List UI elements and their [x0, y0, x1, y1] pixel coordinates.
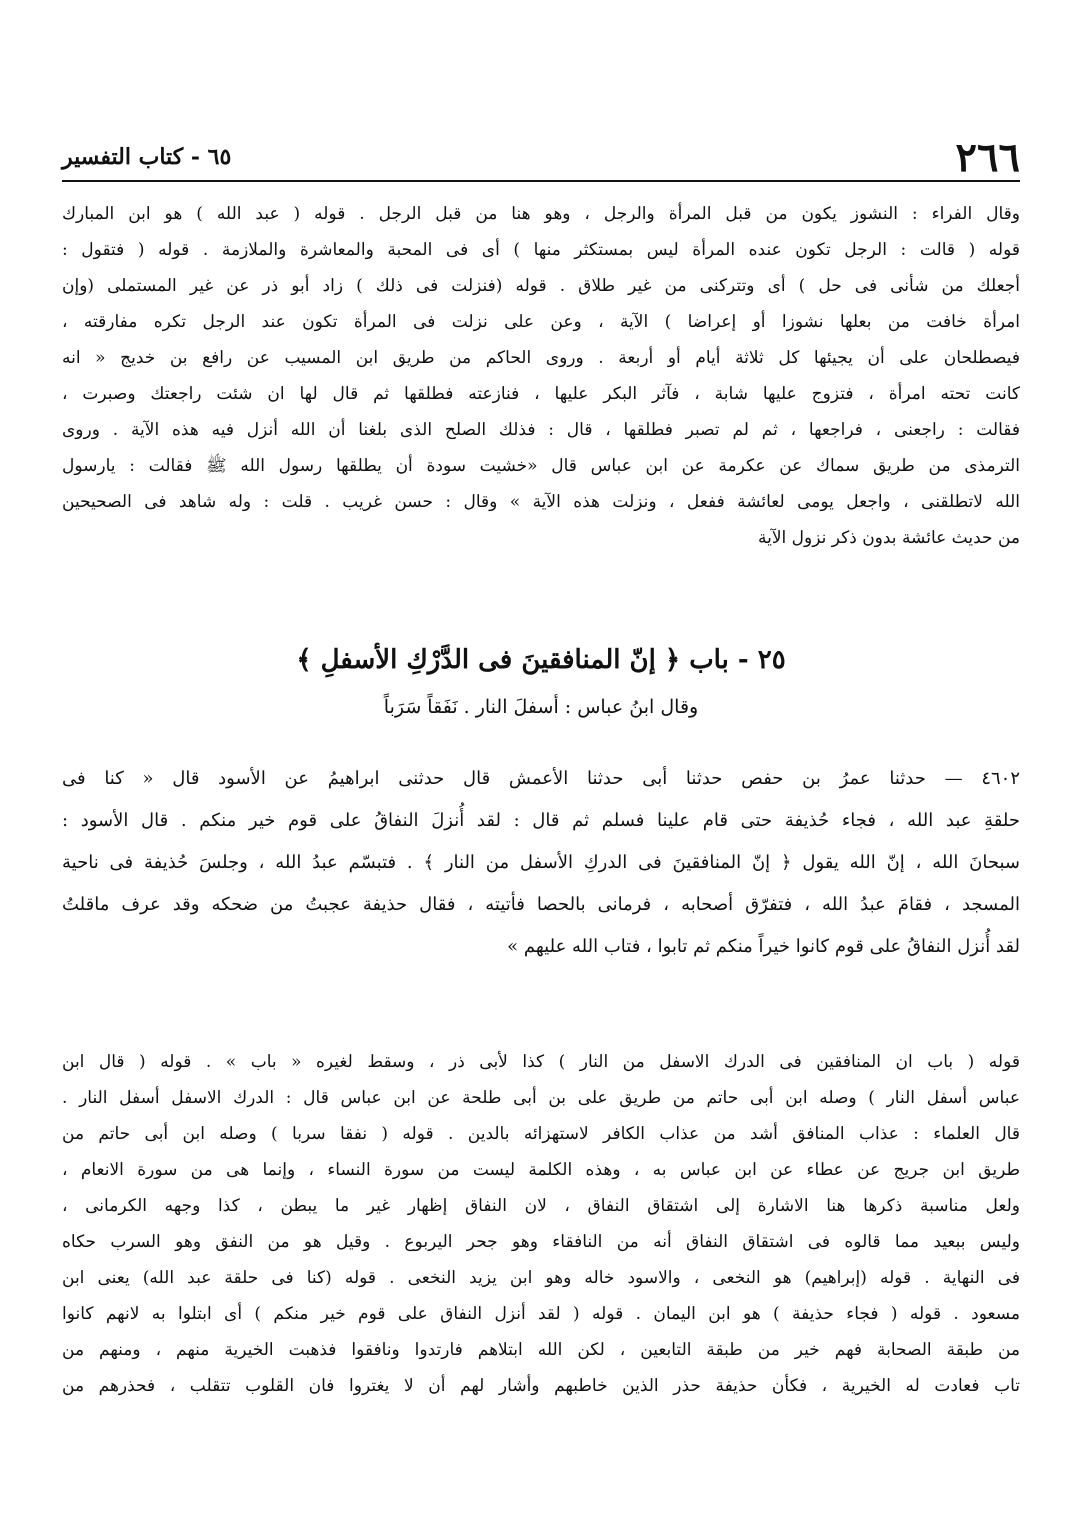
text-line: وقال الفراء : النشوز يكون من قبل المرأة والرجل ، وهو هنا من قبل الرجل . قوله ( عبد الله ) هو ابن المبارك — [62, 204, 1020, 224]
text-line: فقالت : راجعنى ، فراجعها ، ثم لم تصبر فطلقها ، قال : فذلك الصلح الذى بلغنا أن الله أنزل فيه هذه الآية . وروى — [62, 420, 1020, 440]
text-line: امرأة خافت من بعلها نشوزا أو إعراضا ) الآية ، وعن على نزلت فى المرأة تكون عند الرجل تكره مفارقته ، — [62, 312, 1020, 332]
text-line: قوله ( باب ان المنافقين فى الدرك الاسفل من النار ) كذا لأبى ذر ، وسقط لغيره « باب » . قوله ( قال ابن — [62, 1052, 1020, 1072]
text-line: ٤٦٠٢ — حدثنا عمرُ بن حفص حدثنا أبى حدثنا الأعمش قال حدثنى ابراهيمُ عن الأسود قال « كنا فى — [62, 768, 1020, 789]
text-line: فى النهاية . قوله (إبراهيم) هو النخعى ، والاسود خاله وهو ابن يزيد النخعى . قوله (كنا فى حلقة عبد الله) يعنى ابن — [62, 1268, 1020, 1288]
text-line: الترمذى من طريق سماك عن عكرمة عن ابن عباس قال «خشيت سودة أن يطلقها رسول الله ﷺ فقالت : يارسول — [62, 456, 1020, 476]
text-line: المسجد ، فقامَ عبدُ الله ، فتفرّق أصحابه ، فرمانى بالحصا فأتيته ، فقال حذيفة عجبتُ من ضحكه وقد عرف ماقلتُ — [62, 894, 1020, 915]
text-line: من طبقة الصحابة فهم خير من طبقة التابعين ، لكن الله ابتلاهم فارتدوا ونافقوا فذهبت الخيرية منهم ، ومنهم من — [62, 1340, 1020, 1360]
running-title: ٦٥ - كتاب التفسير — [62, 144, 232, 170]
chapter-heading: ٢٥ - باب ﴿ إنّ المنافقينَ فى الدَّرْكِ الأسفلِ ﴾ — [296, 645, 786, 675]
text-line: تاب فعادت له الخيرية ، فكأن حذيفة حذر الذين خاطبهم وأشار لهم أن لا يغتروا فان القلوب تتقلب ، فحذرهم من — [62, 1376, 1020, 1396]
text-line: كانت تحته امرأة ، فتزوج عليها شابة ، فآثر البكر عليها ، فنازعته فطلقها ثم قال لها ان شئت راجعتك وصبرت ، — [62, 384, 1020, 404]
text-line: من حديث عائشة بدون ذكر نزول الآية — [758, 528, 1020, 548]
page-header — [62, 136, 1020, 180]
chapter-subheading: وقال ابنُ عباس : أسفلَ النار . نَفَقاً سَرَباً — [383, 696, 699, 718]
text-line: وليس ببعيد مما قالوه فى اشتقاق النفاق أنه من النافقاء وهو جحر اليربوع . وقيل هو من النفق وهو السرب حكاه — [62, 1232, 1020, 1252]
text-line: مسعود . قوله ( فجاء حذيفة ) هو ابن اليمان . قوله ( لقد أنزل النفاق على قوم خير منكم ) أى ابتلوا به لانهم كانوا — [62, 1304, 1020, 1324]
text-line: حلقةِ عبد الله ، فجاء حُذيفة حتى قام علينا فسلم ثم قال : لقد أُنزلَ النفاقُ على قوم خير منكم . قال الأسود : — [62, 810, 1020, 831]
text-line: فيصطلحان على أن يجيئها كل ثلاثة أيام أو أربعة . وروى الحاكم من طريق ابن المسيب عن رافع بن خديج « انه — [62, 348, 1020, 368]
page-number: ٢٦٦ — [955, 134, 1020, 181]
text-line: قال العلماء : عذاب المنافق أشد من عذاب الكافر لاستهزائه بالدين . قوله ( نفقا سربا ) وصله ابن أبى حاتم من — [62, 1124, 1020, 1144]
text-line: ولعل مناسبة ذكرها هنا الاشارة إلى اشتقاق النفاق ، لان النفاق إظهار غير ما يبطن ، كذا وجهه الكرمانى ، — [62, 1196, 1020, 1216]
text-line: قوله ( قالت : الرجل تكون عنده المرأة ليس بمستكثر منها ) أى فى المحبة والمعاشرة والملازمة . قوله ( فتقول : — [62, 240, 1020, 260]
text-line: طريق ابن جريج عن عطاء عن ابن عباس به ، وهذه الكلمة ليست من سورة النساء ، وإنما هى من سورة الانعام ، — [62, 1160, 1020, 1180]
text-line: الله لاتطلقنى ، واجعل يومى لعائشة ففعل ، ونزلت هذه الآية » وقال : حسن غريب . قلت : وله شاهد فى الصحيحين — [62, 492, 1020, 512]
header-rule — [62, 180, 1020, 182]
hadith-text — [62, 758, 1020, 968]
text-line: لقد أُنزل النفاقُ على قوم كانوا خيراً منكم ثم تابوا ، فتاب الله عليهم » — [507, 936, 1020, 957]
commentary-bottom — [62, 1044, 1020, 1404]
text-line: سبحانَ الله ، إنّ الله يقول ﴿ إنّ المنافقينَ فى الدركِ الأسفل من النار ﴾ . فتبسّم عبدُ الله ، وجلسَ حُذيفة فى ناحية — [62, 852, 1020, 873]
text-line: عباس أسفل النار ) وصله ابن أبى حاتم من طريق على بن أبى طلحة عن ابن عباس قال : الدرك الاسفل أسفل النار . — [62, 1088, 1020, 1108]
text-line: أجعلك من شأنى فى حل ) أى وتتركنى من غير طلاق . قوله (فنزلت فى ذلك ) زاد أبو ذر عن غير المستملى (وإن — [62, 276, 1020, 296]
commentary-top — [62, 196, 1020, 556]
